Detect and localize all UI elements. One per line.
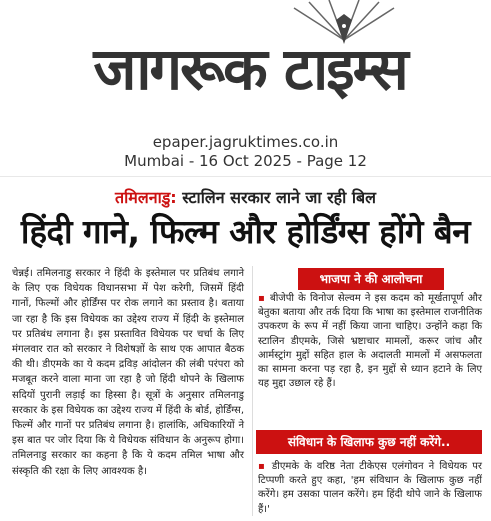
sidebar-heading-constitution: संविधान के खिलाफ कुछ नहीं करेंगे..	[256, 430, 482, 454]
edition-url[interactable]: epaper.jagruktimes.co.in	[152, 133, 339, 151]
sidebar-text-constitution	[258, 460, 482, 517]
bullet-icon: ▪	[258, 293, 266, 304]
bullet-icon: ▪	[258, 461, 267, 472]
column-divider	[252, 266, 253, 516]
article-body: चेन्नई। तमिलनाडु सरकार ने हिंदी के इस्तेमाल पर प्रतिबंध लगाने के लिए एक विधेयक विधानसभा में पेश करेगी, जिसमें हिंदी गानों, फिल्मों और होर्डिंग्स पर रोक लगाने का प्रस्ताव है। बताया जा रहा है कि इस विधेयक का उद्देश्य राज्य में हिंदी के इस्तेमाल पर प्रतिबंध लगाना है। इस प्रस्तावित विधेयक पर चर्चा के लिए मंगलवार रात को सरकार ने विशेषज्ञों के साथ एक आपात बैठक की थी। डीएमके का ये कदम द्रविड़ आंदोलन की लंबी परंपरा को मजबूत करने वाला माना जा रहा है जो हिंदी थोपने के खिलाफ सदियों पुरानी लड़ाई का हिस्सा है। सूत्रों के अनुसार तमिलनाडु सरकार के इस विधेयक का उद्देश्य राज्य में हिंदी के बोर्ड, होर्डिंग्स, फिल्में और गानों पर प्रतिबंध लगाना है। हालांकि, अधिकारियों ने इस बात पर जोर दिया कि ये विधेयक संविधान के अनुरूप होगा। तमिलनाडु सरकार का कहना है कि ये कदम तमिल भाषा और संस्कृति की रक्षा के लिए आवश्यक है।	[12, 268, 244, 477]
article-kicker	[0, 186, 491, 208]
sidebar-heading-bjp: भाजपा ने की आलोचना	[298, 268, 444, 290]
sidebar-constitution-body: डीएमके के वरिष्ठ नेता टीकेएस एलंगोवन ने विधेयक पर टिप्पणी करते हुए कहा, 'हम संविधान के खिलाफ कुछ नहीं करेंगे। हम उसका पालन करेंगे। हम हिंदी थोपे जाने के खिलाफ हैं।'	[258, 461, 482, 515]
kicker-text: स्टालिन सरकार लाने जा रही बिल	[182, 188, 376, 207]
sidebar-bjp-body: बीजेपी के विनोज सेल्वम ने इस कदम को मूर्खतापूर्ण और बेतुका बताया और तर्क दिया कि भाषा का इस्तेमाल राजनीतिक उपकरण के रूप में नहीं किया जाना चाहिए। उन्होंने कहा कि स्टालिन डीएमके, जिसे भ्रष्टाचार मामलों, करूर जांच और आर्मस्ट्रांग मुद्दों सहित हाल के अदालती मामलों में असफलता का सामना करना पड़ रहा है, इन मुद्दों से ध्यान हटाने के लिए यह मुद्दा उछाल रहे हैं।	[258, 293, 482, 390]
article-headline: हिंदी गाने, फिल्म और होर्डिंग्स होंगे बैन	[20, 212, 471, 251]
sidebar-text-bjp	[258, 292, 482, 391]
masthead	[0, 0, 491, 120]
edition-info: Mumbai - 16 Oct 2025 - Page 12	[124, 152, 367, 170]
divider	[0, 176, 491, 177]
masthead-title: जागरूक टाइम्स	[93, 35, 407, 103]
kicker-place: तमिलनाडु:	[115, 188, 177, 207]
